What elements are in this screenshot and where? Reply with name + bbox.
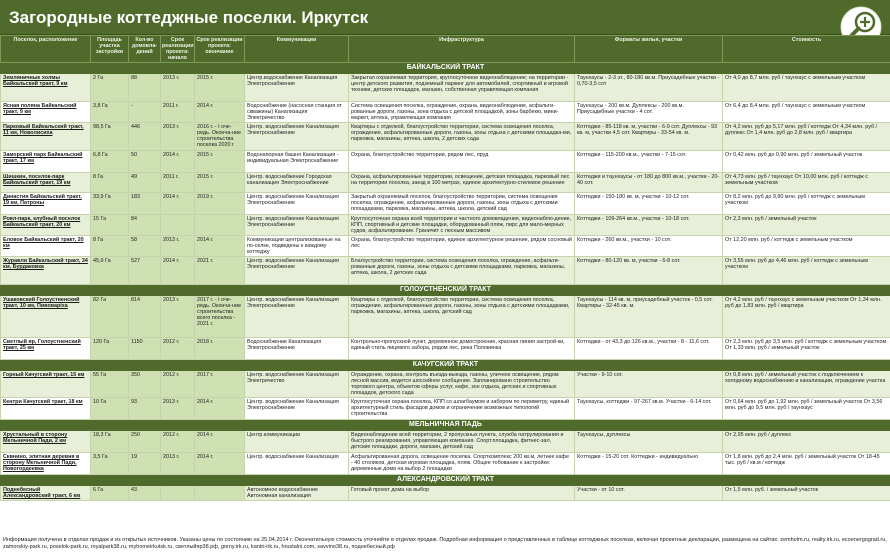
cell-formats: Участки - 9-10 сот. bbox=[575, 371, 723, 398]
table-row bbox=[1, 151, 890, 173]
cell-end-year: 2017 г. - I оче-редь. Оконча-ние строительства всего поселка - 2021 г. bbox=[195, 296, 245, 338]
cell-utilities: Коммуникации централизованные на по-селке, подведены к каждому коттеджу bbox=[245, 236, 349, 257]
cell-formats: Таунхаусы - 114 кв. м, приусадебный участок - 0,5 сот. Квартиры - 32-45 кв. м. bbox=[575, 296, 723, 338]
cell-area: 18,3 Га bbox=[91, 431, 129, 453]
cell-end-year bbox=[195, 486, 245, 501]
cell-end-year: 2016 г. - I оче-редь. Оконча-ние строительства поселка 2020 г bbox=[195, 123, 245, 151]
section-title: БАЙКАЛЬСКИЙ ТРАКТ bbox=[1, 63, 890, 74]
cell-end-year: 2015 г. bbox=[195, 173, 245, 193]
table-row bbox=[1, 398, 890, 420]
cell-area: 55 Га bbox=[91, 371, 129, 398]
cell-formats: Таунхаусы, коттеджи - 97-267 кв.м. Участки - 6-14 сот. bbox=[575, 398, 723, 420]
cell-households: 250 bbox=[129, 431, 161, 453]
cell-price: От 0,64 млн. руб до 1,92 млн. руб / земельный участок От 3,56 млн. руб до 9,5 млн. руб / таунхаус bbox=[723, 398, 890, 420]
cell-start-year bbox=[161, 486, 195, 501]
cell-settlement-name[interactable]: Поднебесный Александровский тракт, 6 км bbox=[1, 486, 91, 501]
cell-area: 8 Га bbox=[91, 236, 129, 257]
cell-households: 58 bbox=[129, 236, 161, 257]
cell-settlement-name[interactable]: Шишкин, поселок-парк Байкальский тракт, 19 км bbox=[1, 173, 91, 193]
cell-utilities: Центр.коммуникации bbox=[245, 431, 349, 453]
cell-utilities: Водоснабжение Канализация Электроснабжение bbox=[245, 338, 349, 360]
cell-formats: Таунхаусы, дуплексы bbox=[575, 431, 723, 453]
cell-utilities: Автономное водоснабжение Автономная канализация bbox=[245, 486, 349, 501]
cell-end-year: 2019 г. bbox=[195, 193, 245, 215]
cell-infrastructure: Готовый проект дома на выбор bbox=[349, 486, 575, 501]
cell-households: 19 bbox=[129, 453, 161, 475]
cell-formats: Коттеджи - 85-118 кв. м, участки - 6-9 сот. Дуплексы - 93 кв. м, участки 4,5 сот. Квартиры - 33-54 кв. м. bbox=[575, 123, 723, 151]
cell-start-year: 2012 г. bbox=[161, 431, 195, 453]
cell-utilities: Центр. водоснабжение Канализация bbox=[245, 453, 349, 475]
cell-households: 350 bbox=[129, 371, 161, 398]
cell-start-year: 2014 г. bbox=[161, 151, 195, 173]
cell-area: 82 Га bbox=[91, 296, 129, 338]
cell-utilities: Центр. водоснабжение Канализация Электроснабжение bbox=[245, 398, 349, 420]
cell-price: От 6,4 до 8,4 млн. руб / таунхаус с земельным участком bbox=[723, 102, 890, 123]
table-header bbox=[1, 36, 890, 63]
table-row bbox=[1, 193, 890, 215]
cell-area: 120 Га bbox=[91, 338, 129, 360]
cell-area: 33,9 Га bbox=[91, 193, 129, 215]
cell-price: От 0,42 млн. руб до 0,90 млн. руб / земельный участок bbox=[723, 151, 890, 173]
table-row bbox=[1, 431, 890, 453]
column-header-start: Срок реализации проекта: начало bbox=[162, 37, 194, 61]
cell-area: 2 Га bbox=[91, 74, 129, 102]
cell-formats: Коттеджи - 150-180 кв. м, участки - 10-12 сот. bbox=[575, 193, 723, 215]
cell-end-year: 2014 г. bbox=[195, 236, 245, 257]
cell-infrastructure: Квартиры с отделкой, благоустройство территории, система освещения поселка, ограждение, асфальтированные дороги, газоны, зоны отдыха с детскими площадка-ми, парковка, магазины, аптека, школа, 2 детских сада bbox=[349, 123, 575, 151]
table-row bbox=[1, 236, 890, 257]
section-title: КАЧУГСКИЙ ТРАКТ bbox=[1, 360, 890, 371]
table-row bbox=[1, 453, 890, 475]
cell-households: 43 bbox=[129, 486, 161, 501]
cell-start-year: 2011 г. bbox=[161, 102, 195, 123]
column-header-price: Стоимость bbox=[723, 36, 890, 63]
cell-infrastructure: Закрытая охраняемая территория, круглосуточное видеонаблюдение; на территории - центр детского развития, подземный паркинг для автомобилей, спортивный и игровой техники, детских площадок, магазин, собственная управляющая компания bbox=[349, 74, 575, 102]
cell-start-year: 2013 г. bbox=[161, 296, 195, 338]
cell-price: От 12,20 млн. руб / коттедж с земельным участком bbox=[723, 236, 890, 257]
table-row bbox=[1, 486, 890, 501]
cell-utilities: Центр. водоснабжение Городская канализация Электроснабжение bbox=[245, 173, 349, 193]
cell-end-year: 2018 г. bbox=[195, 338, 245, 360]
cell-infrastructure: Круглосуточная охрана всей территории и частного домовладения, видеонаблю-дение, КПП, спортивный и детские площадки, оборудованный пляж, пирс для мало-мерных судов, асфальтирование. Граничит с лесным массивом bbox=[349, 215, 575, 236]
cell-infrastructure: Асфальтированная дорога, освещение поселка. Спорткомплекс 200 кв.м, летнее кафе - 40 столиков, детская игровая площадка, пляж. Общее тобование к застройке: деревянные дома на выбор 2 площадки bbox=[349, 453, 575, 475]
cell-area: 98,5 Га bbox=[91, 123, 129, 151]
cell-infrastructure: Благоустройство территории, система освещения поселка, ограждение, асфальти-рованные дороги, газоны, зоны отдыха с детскими площадками, парковка, магазины, аптека, школа, 2 детских сада bbox=[349, 257, 575, 285]
cell-settlement-name[interactable]: Земляничные холмы Байкальский тракт, 9 км bbox=[1, 74, 91, 102]
cell-settlement-name[interactable]: Сквнино, элитная деревня в сторону Мельничной Пади, Новогордеевка bbox=[1, 453, 91, 475]
cell-settlement-name[interactable]: Еловое Байкальский тракт, 20 км bbox=[1, 236, 91, 257]
cell-price: От 1,5 млн. руб. / земельный участок bbox=[723, 486, 890, 501]
cell-utilities: Центр. водоснабжение Канализация Электроснабжение bbox=[245, 257, 349, 285]
settlements-table bbox=[0, 35, 890, 501]
cell-infrastructure: Охрана, благоустройство территории, единое архитектурное решение, рядом сосновый лес bbox=[349, 236, 575, 257]
column-header-utilities: Коммуникации bbox=[245, 36, 349, 63]
section-title: МЕЛЬНИЧНАЯ ПАДЬ bbox=[1, 420, 890, 431]
column-header-end: Срок реализации проекта: окончание bbox=[195, 36, 245, 63]
cell-formats: Таунхаусы - 2-3 эт., 80-180 кв.м. Приусадебные участки - 0,70-3,5 сот bbox=[575, 74, 723, 102]
cell-start-year bbox=[161, 215, 195, 236]
cell-households: 88 bbox=[129, 74, 161, 102]
cell-formats: Коттеджи - 260 кв.м., участки - 10 сот. bbox=[575, 236, 723, 257]
cell-price: От 4,2 млн. руб / таунхаус с земельным участком От 1,34 млн. руб до 1,83 млн. руб / квартира bbox=[723, 296, 890, 338]
cell-area: 6 Га bbox=[91, 486, 129, 501]
cell-start-year: 2014 г. bbox=[161, 193, 195, 215]
cell-households: 49 bbox=[129, 173, 161, 193]
cell-price: От 1,8 млн. руб до 2,4 млн. руб / земельный участок От 18-45 тыс. руб / кв.м / коттедж bbox=[723, 453, 890, 475]
cell-settlement-name[interactable]: Роял-парк, клубный поселок Байкальский тракт, 20 км bbox=[1, 215, 91, 236]
cell-end-year: 2014 г. bbox=[195, 453, 245, 475]
cell-area: 15 Га bbox=[91, 215, 129, 236]
cell-price: От 4,73 млн. руб / таунхаус От 10,00 млн. руб / коттедж с земельным участком bbox=[723, 173, 890, 193]
column-header-formats: Форматы жилья, участки bbox=[575, 36, 723, 63]
cell-infrastructure: Квартиры с отделкой, благоустройство территории, система освещения поселка, ограждение, асфальтированные дороги, газоны, зоны отдыха с детскими площадками, парковка, магазины, аптека, школа, детский сад bbox=[349, 296, 575, 338]
cell-formats: Коттеджи - 15-20 сот. Коттеджи - индивидуально bbox=[575, 453, 723, 475]
cell-price: От 2,3 млн. руб до 3,5 млн. руб / коттедж с земельным участком От 1,33 млн. руб / земельный участок bbox=[723, 338, 890, 360]
title-banner bbox=[0, 0, 890, 35]
cell-settlement-name[interactable]: Горный Качугский тракт, 15 км bbox=[1, 371, 91, 398]
cell-area: 6,8 Га bbox=[91, 151, 129, 173]
cell-end-year: 2021 г. bbox=[195, 257, 245, 285]
cell-utilities: Центр. водоснабжение Канализация Электричество bbox=[245, 371, 349, 398]
cell-formats: Таунхаусы - 200 кв.м. Дуплексы - 200 кв.м. Приусадебные участки - 4 сот. bbox=[575, 102, 723, 123]
cell-end-year: 2014 г. bbox=[195, 398, 245, 420]
cell-start-year: 2014 г. bbox=[161, 257, 195, 285]
cell-end-year: 2015 г. bbox=[195, 151, 245, 173]
cell-end-year bbox=[195, 215, 245, 236]
cell-price: От 4,0 до 8,7 млн. руб / таунхаус с земельным участком bbox=[723, 74, 890, 102]
cell-formats: Коттеджи - 115-200 кв.м., участки - 7-15 сот. bbox=[575, 151, 723, 173]
section-header bbox=[1, 285, 890, 296]
cell-utilities: Центр.водоснабжение Канализация Электроснабжение bbox=[245, 74, 349, 102]
cell-area: 8 Га bbox=[91, 173, 129, 193]
cell-start-year: 2013 г. bbox=[161, 453, 195, 475]
cell-settlement-name[interactable]: Парковый Байкальский тракт, 11 км, Новолисиха bbox=[1, 123, 91, 151]
cell-settlement-name[interactable]: Светлый яр, Голоустненский тракт, 25 км bbox=[1, 338, 91, 360]
cell-settlement-name[interactable]: Кентри Качугский тракт, 18 км bbox=[1, 398, 91, 420]
cell-end-year: 2014 г. bbox=[195, 431, 245, 453]
cell-start-year: 2013 г. bbox=[161, 398, 195, 420]
cell-formats: Коттеджи и таунхаусы - от 180 до 800 кв.м., участки - 20-40 сот. bbox=[575, 173, 723, 193]
page-title: Загородные коттеджные поселки. Иркутск bbox=[9, 8, 369, 27]
cell-infrastructure: Ограждение, охрана, контроль въезда-выезда, газоны, уличное освещение, рядом лесной массив, ведется шоссейное сообщение. Запланировано строительство торгового центра, объектов сферы услуг, кафе, зон отдыха, детских и спортивных площадок, детского сада bbox=[349, 371, 575, 398]
column-header-infrastructure: Инфраструктура bbox=[349, 36, 575, 63]
cell-infrastructure: Видеонаблюдение всей территории, 2 пропускных пункта, служба патрулирования и быстрого реагирования, управляющая компания. Спорт.площадка, фитнес-зал, детские площадки, дороги, магазин, детский сад bbox=[349, 431, 575, 453]
section-title: АЛЕКСАНДРОВСКИЙ ТРАКТ bbox=[1, 475, 890, 486]
cell-end-year: 2017 г. bbox=[195, 371, 245, 398]
cell-households: 814 bbox=[129, 296, 161, 338]
column-header-settlement: Поселок, расположение bbox=[1, 36, 91, 63]
cell-households: 84 bbox=[129, 215, 161, 236]
cell-start-year: 2012 г. bbox=[161, 371, 195, 398]
cell-price: От 8,2 млн. руб до 9,90 млн. руб / коттедж с земельным участком bbox=[723, 193, 890, 215]
cell-households: 183 bbox=[129, 193, 161, 215]
cell-utilities: Центр. водоснабжение Канализация Электроснабжение bbox=[245, 215, 349, 236]
cell-start-year: 2013 г. bbox=[161, 236, 195, 257]
section-header bbox=[1, 63, 890, 74]
cell-utilities: Водонапорная башня Канализация - индивидуальная Электроснабжение bbox=[245, 151, 349, 173]
cell-formats: Коттеджи - 80-120 кв. м, участки - 6-8 сот. bbox=[575, 257, 723, 285]
cell-households: 50 bbox=[129, 151, 161, 173]
cell-infrastructure: Система освещения поселка, ограждение, охрана, видеонаблюдение, асфальти-рованные дороги, газоны, зона отдыха с детской площадкой, зоны барбекю, мини-маркет, аптека, управляющая компания bbox=[349, 102, 575, 123]
table-row bbox=[1, 74, 890, 102]
section-header bbox=[1, 420, 890, 431]
cell-start-year: 2013 г. bbox=[161, 74, 195, 102]
cell-area: 10 Га bbox=[91, 398, 129, 420]
cell-formats: Участки - от 10 сот. bbox=[575, 486, 723, 501]
cell-households: - bbox=[129, 102, 161, 123]
table-row bbox=[1, 257, 890, 285]
table-row bbox=[1, 338, 890, 360]
cell-price: От 2,95 млн. руб / дуплекс bbox=[723, 431, 890, 453]
section-header bbox=[1, 360, 890, 371]
cell-area: 3,8 Га bbox=[91, 102, 129, 123]
cell-infrastructure: Закрытый охраняемый поселок, благоустройство территории, система освещения поселка, ограждение, асфальтированные дороги, газоны, зоны отдыха с детскими площадками, парковка, магазины, аптека, школа, детский сад bbox=[349, 193, 575, 215]
section-title: ГОЛОУСТНЕНСКИЙ ТРАКТ bbox=[1, 285, 890, 296]
cell-infrastructure: Охрана, благоустройство территории, рядом лес, пруд bbox=[349, 151, 575, 173]
cell-utilities: Центр. водоснабжение Канализация Электроснабжение bbox=[245, 123, 349, 151]
table-row bbox=[1, 173, 890, 193]
cell-infrastructure: Охрана, асфальтированные территории, освещение, детская площадка, парковый лес на территории поселка, заезд в 100 метрах, единое архитектурно-стилевое решение bbox=[349, 173, 575, 193]
cell-utilities: Водоснабжение (насосная станция от скважины) Канализация Электричество bbox=[245, 102, 349, 123]
cell-settlement-name[interactable]: Ушаковский Голоустненский тракт, 10 км, Пивоварiха bbox=[1, 296, 91, 338]
cell-settlement-name[interactable]: Заморский парк Байкальский тракт, 17 км bbox=[1, 151, 91, 173]
cell-end-year: 2015 г. bbox=[195, 74, 245, 102]
table-row bbox=[1, 123, 890, 151]
column-header-area: Площадь участка застройки bbox=[91, 36, 129, 63]
table-row bbox=[1, 371, 890, 398]
cell-households: 446 bbox=[129, 123, 161, 151]
cell-start-year: 2013 г. bbox=[161, 123, 195, 151]
cell-formats: Коттеджи - от 43,3 до 126 кв.м., участки - 8 - 11,6 сот. bbox=[575, 338, 723, 360]
cell-start-year: 2012 г. bbox=[161, 338, 195, 360]
cell-households: 1150 bbox=[129, 338, 161, 360]
cell-households: 93 bbox=[129, 398, 161, 420]
cell-settlement-name[interactable]: Ясная поляна Байкальский тракт, 9 км bbox=[1, 102, 91, 123]
column-header-households: Кол-во домовла-дений bbox=[129, 36, 161, 63]
cell-area: 3,5 Га bbox=[91, 453, 129, 475]
cell-settlement-name[interactable]: Хрустальный в сторону Мельничной Пади, 2 км bbox=[1, 431, 91, 453]
cell-end-year: 2014 г. bbox=[195, 102, 245, 123]
cell-price: От 4,2 млн. руб до 5,17 млн. руб / коттедж От 4,34 млн. руб / дуплекс От 1,4 млн. руб до 2,8 млн. руб / квартира bbox=[723, 123, 890, 151]
section-header bbox=[1, 475, 890, 486]
cell-utilities: Центр. водоснабжение Канализация Электроснабжение bbox=[245, 193, 349, 215]
cell-households: 527 bbox=[129, 257, 161, 285]
cell-settlement-name[interactable]: Династия Байкальский тракт, 19 км, Патроны bbox=[1, 193, 91, 215]
cell-price: От 2,3 млн. руб / земельный участок bbox=[723, 215, 890, 236]
cell-infrastructure: Круглосуточная охрана поселка, КПП со шлагбаумом и забором по периметру, единый архитектурный стиль фасадов домов и ограничение возможных типологий строительства bbox=[349, 398, 575, 420]
cell-area: 45,9 Га bbox=[91, 257, 129, 285]
cell-price: От 3,55 млн. руб до 4,46 млн. руб / коттедж с земельным участком bbox=[723, 257, 890, 285]
table-row bbox=[1, 215, 890, 236]
cell-utilities: Центр. водоснабжение Канализация Электроснабжение bbox=[245, 296, 349, 338]
cell-start-year: 2011 г. bbox=[161, 173, 195, 193]
table-row bbox=[1, 296, 890, 338]
cell-settlement-name[interactable]: Журавли Байкальский тракт, 34 км, Бурдаковка bbox=[1, 257, 91, 285]
cell-formats: Коттеджи - 109-264 кв.м., участки - 10-18 сот. bbox=[575, 215, 723, 236]
footer-note: Информация получена в отделах продаж и из открытых источников. Указаны цены по состоянию на 25.04.2014 г. Окончательную стоимость уточняйте в отделах продаж. Подробная информация о представленных в таблице коттеджных поселках, включая проектные декларации, размещена на сайтах: zemholm.ru, realty.irk.ru, ecoenergograd.ru, zamorskiy-park.ru, poselok-park.ru, royalpark38.ru, myhomeirkutsk.ru, светлыйяр38.рф, gorny.irk.ru, kantri-irk.ru, hrustalni.com, savvino38.ru, поднебесный.рф bbox=[3, 537, 887, 550]
cell-infrastructure: Контрольно-пропускной пункт, деревянное домостроение, красная линия застрой-ки, единый стиль лицевого забора, рядом лес, река Половинка bbox=[349, 338, 575, 360]
table-row bbox=[1, 102, 890, 123]
cell-price: От 0,8 млн. руб / земельный участок с подключением к холодному водоснабжению и канализации, ограждение участка bbox=[723, 371, 890, 398]
